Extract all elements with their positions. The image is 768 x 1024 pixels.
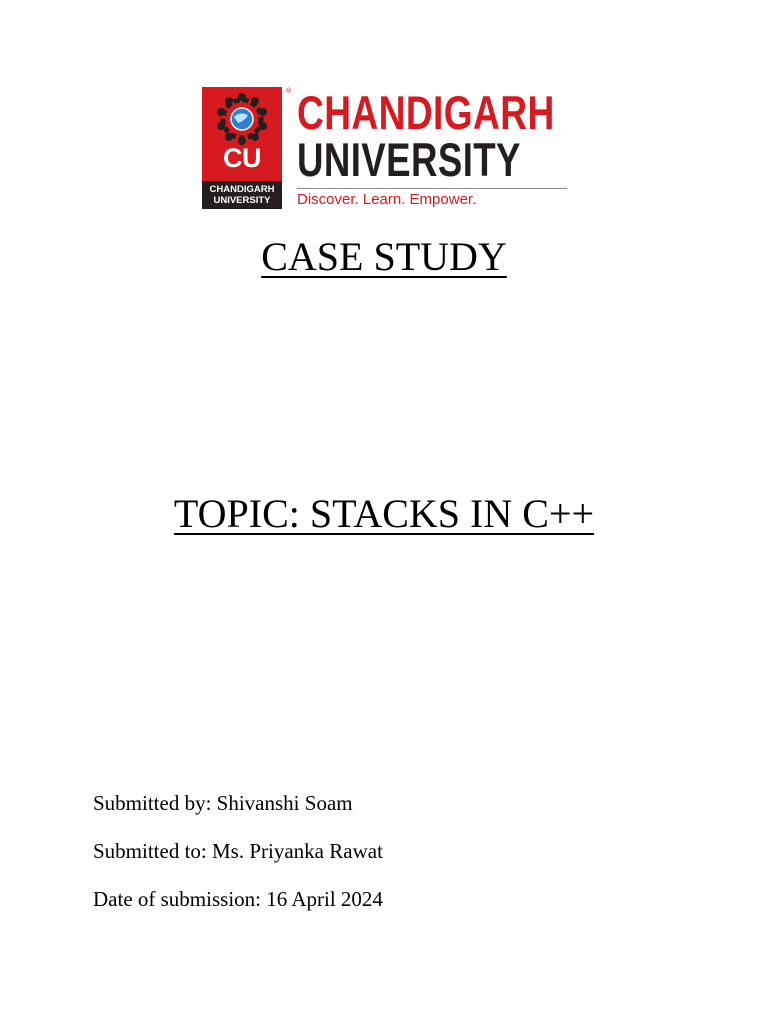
document-title bbox=[0, 234, 768, 280]
document-title-text: CASE STUDY bbox=[261, 234, 507, 279]
emblem-caption-line1: CHANDIGARH bbox=[209, 184, 275, 195]
submitted-to: Submitted to: Ms. Priyanka Rawat bbox=[93, 839, 383, 863]
emblem-caption bbox=[202, 185, 282, 206]
document-topic-text: TOPIC: STACKS IN C++ bbox=[173, 491, 595, 536]
university-logo bbox=[202, 87, 568, 211]
emblem-caption-line2: UNIVERSITY bbox=[213, 194, 271, 206]
people-ring-globe-icon bbox=[212, 91, 272, 147]
emblem-initials: CU bbox=[223, 143, 261, 173]
registered-mark: ® bbox=[286, 88, 292, 95]
university-name-line2: UNIVERSITY bbox=[297, 133, 521, 186]
submission-date: Date of submission: 16 April 2024 bbox=[93, 887, 383, 911]
university-name-line1: CHANDIGARH bbox=[297, 86, 555, 139]
submitted-by: Submitted by: Shivanshi Soam bbox=[93, 791, 353, 815]
cu-emblem bbox=[202, 87, 282, 209]
document-topic bbox=[0, 491, 768, 537]
university-tagline: Discover. Learn. Empower. bbox=[297, 191, 477, 208]
logo-divider bbox=[297, 188, 567, 189]
